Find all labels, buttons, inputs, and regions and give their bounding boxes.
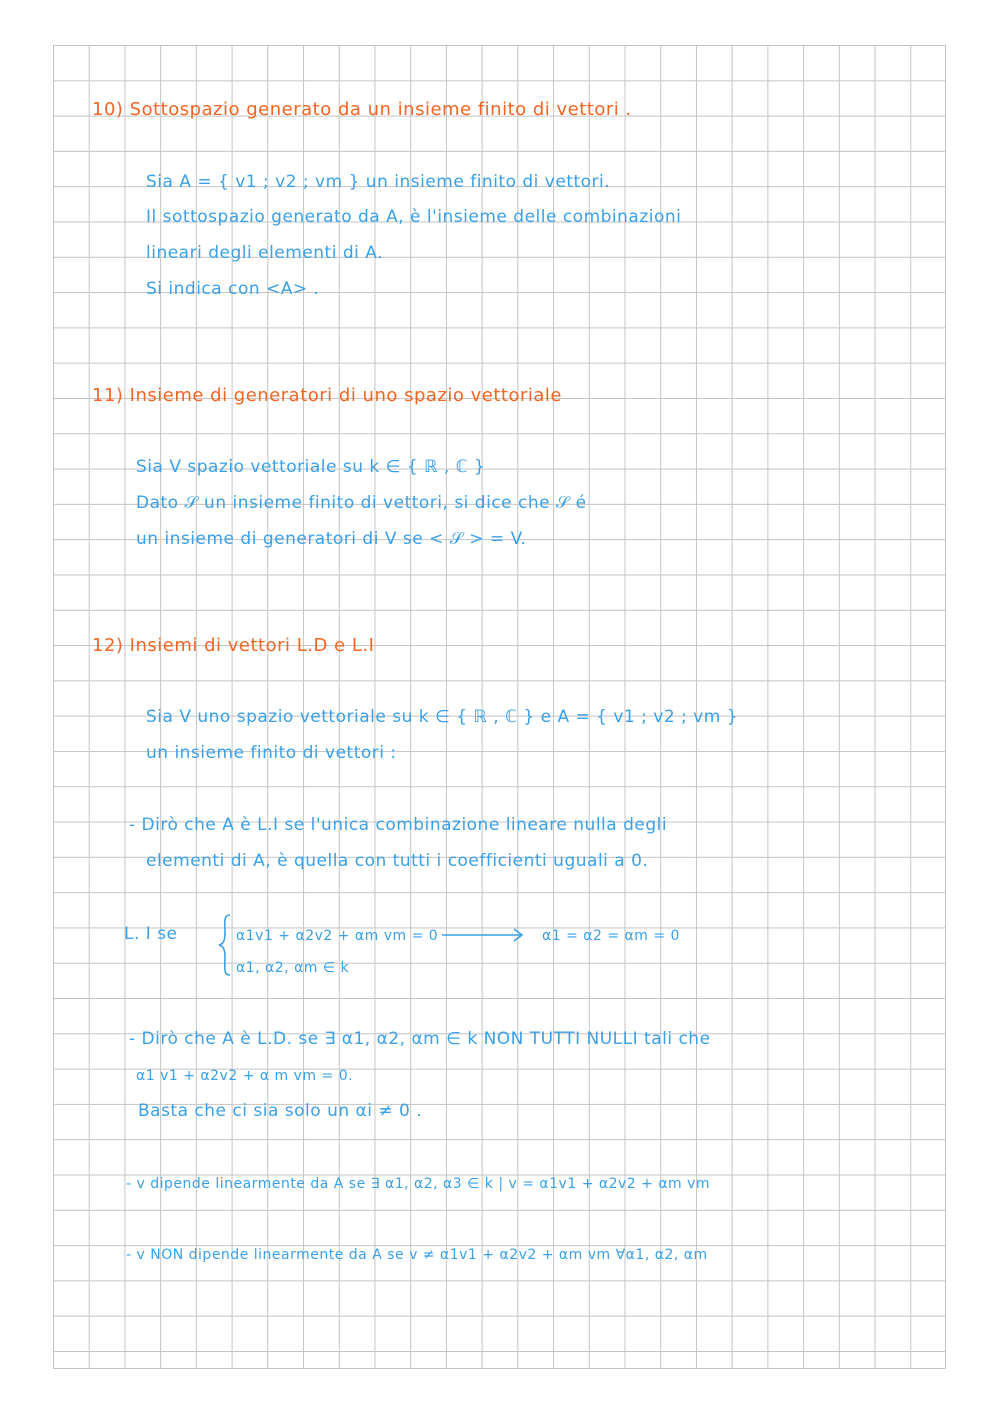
li-system-condition: α1, α2, αm ∈ k <box>236 960 350 976</box>
left-brace-icon <box>218 913 232 977</box>
section-12-line-1: Sia V uno spazio vettoriale su k ∈ { ℝ , ℂ } e A = { v1 ; v2 ; vm } <box>146 707 739 727</box>
ld-definition-line-1: - Dirò che A è L.D. se ∃ α1, α2, αm ∈ k NON TUTTI NULLI tali che <box>129 1029 711 1049</box>
ld-definition-line-3: Basta che ci sia solo un αi ≠ 0 . <box>138 1101 423 1121</box>
section-11-line-2: Dato 𝒮 un insieme finito di vettori, si dice che 𝒮 é <box>136 493 587 513</box>
section-12-line-2: un insieme finito di vettori : <box>146 743 397 763</box>
section-10-line-4: Si indica con <A> . <box>146 279 320 299</box>
implies-arrow-icon <box>442 927 526 943</box>
section-10-line-2: Il sottospazio generato da A, è l'insieme delle combinazioni <box>146 207 682 227</box>
section-10-line-3: lineari degli elementi di A. <box>146 243 383 263</box>
section-11-line-3: un insieme di generatori di V se < 𝒮 > = V. <box>136 529 527 549</box>
li-definition-line-2: elementi di A, è quella con tutti i coefficienti uguali a 0. <box>146 851 649 871</box>
dependence-line: - v dipende linearmente da A se ∃ α1, α2, α3 ∈ k | v = α1v1 + α2v2 + αm vm <box>126 1176 711 1192</box>
section-title-11: 11) Insieme di generatori di uno spazio vettoriale <box>92 385 562 406</box>
non-dependence-line: - v NON dipende linearmente da A se v ≠ α1v1 + α2v2 + αm vm ∀α1, α2, αm <box>126 1247 708 1263</box>
li-system-equation: α1v1 + α2v2 + αm vm = 0 <box>236 928 439 944</box>
section-11-line-1: Sia V spazio vettoriale su k ∈ { ℝ , ℂ } <box>136 457 486 477</box>
ld-definition-line-2: α1 v1 + α2v2 + α m vm = 0. <box>136 1068 354 1084</box>
li-result: α1 = α2 = αm = 0 <box>542 928 680 944</box>
section-title-10: 10) Sottospazio generato da un insieme finito di vettori . <box>92 99 632 120</box>
section-10-line-1: Sia A = { v1 ; v2 ; vm } un insieme finito di vettori. <box>146 172 611 192</box>
section-title-12: 12) Insiemi di vettori L.D e L.I <box>92 635 375 656</box>
li-definition-line-1: - Dirò che A è L.I se l'unica combinazione lineare nulla degli <box>129 815 668 835</box>
li-label: L. I se <box>124 924 178 944</box>
